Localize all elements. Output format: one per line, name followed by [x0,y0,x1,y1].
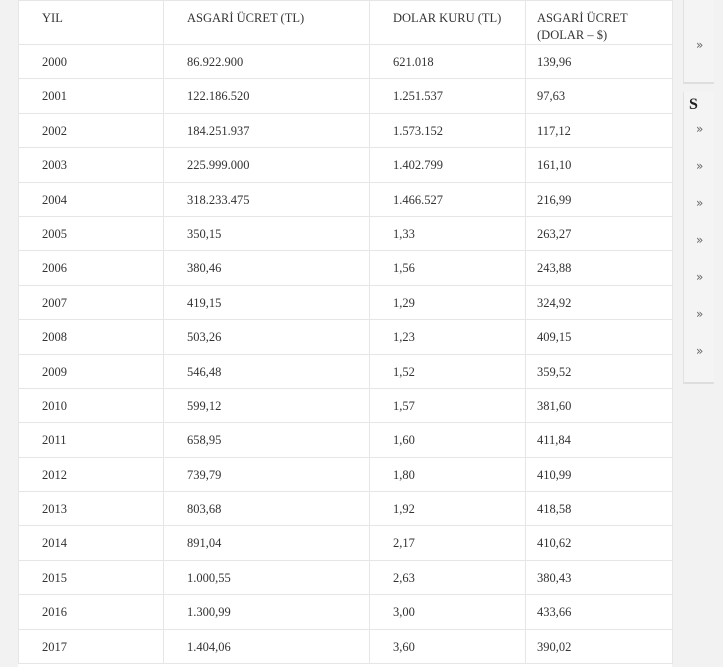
cell-min-wage-tl: 225.999.000 [164,148,370,182]
table-row [19,45,673,79]
cell-min-wage-tl: 419,15 [164,285,370,319]
cell-min-wage-tl: 546,48 [164,354,370,388]
table-row [19,457,673,491]
cell-min-wage-tl: 503,26 [164,320,370,354]
right-sidebar [683,0,723,667]
cell-dollar-rate: 1,23 [370,320,526,354]
cell-year: 2017 [19,629,164,663]
cell-min-wage-usd: 390,02 [526,629,673,663]
cell-min-wage-tl: 599,12 [164,388,370,422]
header-dollar-rate: DOLAR KURU (TL) [370,1,526,45]
cell-dollar-rate: 1,56 [370,251,526,285]
table-row [19,629,673,663]
cell-dollar-rate: 1,60 [370,423,526,457]
cell-year: 2008 [19,320,164,354]
chevron-double-right-icon: » [696,196,704,210]
cell-dollar-rate: 1,29 [370,285,526,319]
chevron-double-right-icon: » [696,159,704,173]
cell-min-wage-usd: 139,96 [526,45,673,79]
cell-dollar-rate: 1,33 [370,216,526,250]
cell-dollar-rate: 621.018 [370,45,526,79]
cell-min-wage-tl: 658,95 [164,423,370,457]
table-row [19,526,673,560]
table-row [19,285,673,319]
main-content [18,0,672,667]
cell-min-wage-usd: 161,10 [526,148,673,182]
cell-year: 2001 [19,79,164,113]
cell-dollar-rate: 2,63 [370,560,526,594]
cell-year: 2002 [19,113,164,147]
cell-year: 2014 [19,526,164,560]
table-row [19,560,673,594]
chevron-double-right-icon: » [696,122,704,136]
chevron-double-right-icon: » [696,270,704,284]
chevron-double-right-icon: » [696,344,704,358]
cell-min-wage-usd: 433,66 [526,595,673,629]
cell-year: 2010 [19,388,164,422]
cell-min-wage-tl: 739,79 [164,457,370,491]
cell-year: 2012 [19,457,164,491]
cell-dollar-rate: 1.251.537 [370,79,526,113]
cell-dollar-rate: 2,17 [370,526,526,560]
cell-dollar-rate: 3,60 [370,629,526,663]
cell-min-wage-tl: 318.233.475 [164,182,370,216]
header-year: YIL [19,1,164,45]
cell-min-wage-usd: 409,15 [526,320,673,354]
sidebar-widget-top [683,0,714,84]
cell-year: 2003 [19,148,164,182]
chevron-double-right-icon[interactable]: » [696,38,704,52]
cell-dollar-rate: 3,00 [370,595,526,629]
cell-min-wage-usd: 418,58 [526,492,673,526]
table-body [19,45,673,664]
chevron-double-right-icon: » [696,233,704,247]
cell-dollar-rate: 1.402.799 [370,148,526,182]
cell-min-wage-usd: 410,62 [526,526,673,560]
cell-dollar-rate: 1.573.152 [370,113,526,147]
cell-year: 2015 [19,560,164,594]
table-row [19,251,673,285]
sidebar-widget-heading: S [689,96,698,113]
table-header-row [19,1,673,45]
cell-min-wage-tl: 1.404,06 [164,629,370,663]
cell-min-wage-usd: 117,12 [526,113,673,147]
table-row [19,113,673,147]
cell-dollar-rate: 1,92 [370,492,526,526]
cell-year: 2007 [19,285,164,319]
cell-year: 2016 [19,595,164,629]
cell-min-wage-usd: 380,43 [526,560,673,594]
cell-min-wage-usd: 411,84 [526,423,673,457]
cell-min-wage-tl: 1.000,55 [164,560,370,594]
cell-year: 2004 [19,182,164,216]
cell-year: 2005 [19,216,164,250]
cell-min-wage-usd: 216,99 [526,182,673,216]
cell-dollar-rate: 1,57 [370,388,526,422]
chevron-double-right-icon: » [696,307,704,321]
cell-min-wage-tl: 86.922.900 [164,45,370,79]
cell-year: 2006 [19,251,164,285]
cell-dollar-rate: 1,80 [370,457,526,491]
cell-min-wage-tl: 184.251.937 [164,113,370,147]
cell-min-wage-usd: 410,99 [526,457,673,491]
cell-min-wage-usd: 243,88 [526,251,673,285]
table-row [19,388,673,422]
cell-min-wage-tl: 1.300,99 [164,595,370,629]
cell-min-wage-tl: 122.186.520 [164,79,370,113]
cell-min-wage-tl: 350,15 [164,216,370,250]
cell-min-wage-usd: 97,63 [526,79,673,113]
table-row [19,595,673,629]
cell-dollar-rate: 1,52 [370,354,526,388]
cell-min-wage-usd: 359,52 [526,354,673,388]
header-min-wage-tl: ASGARİ ÜCRET (TL) [164,1,370,45]
cell-min-wage-tl: 891,04 [164,526,370,560]
minimum-wage-table [18,0,673,664]
cell-min-wage-tl: 380,46 [164,251,370,285]
cell-year: 2009 [19,354,164,388]
cell-dollar-rate: 1.466.527 [370,182,526,216]
cell-min-wage-usd: 381,60 [526,388,673,422]
cell-year: 2000 [19,45,164,79]
table-row [19,79,673,113]
table-row [19,320,673,354]
table-row [19,182,673,216]
cell-min-wage-usd: 324,92 [526,285,673,319]
sidebar-widget-links [683,92,714,384]
cell-year: 2011 [19,423,164,457]
table-row [19,423,673,457]
table-row [19,216,673,250]
cell-year: 2013 [19,492,164,526]
table-row [19,354,673,388]
table-row [19,492,673,526]
cell-min-wage-tl: 803,68 [164,492,370,526]
header-min-wage-usd: ASGARİ ÜCRET (DOLAR – $) [526,1,673,45]
table-row [19,148,673,182]
cell-min-wage-usd: 263,27 [526,216,673,250]
